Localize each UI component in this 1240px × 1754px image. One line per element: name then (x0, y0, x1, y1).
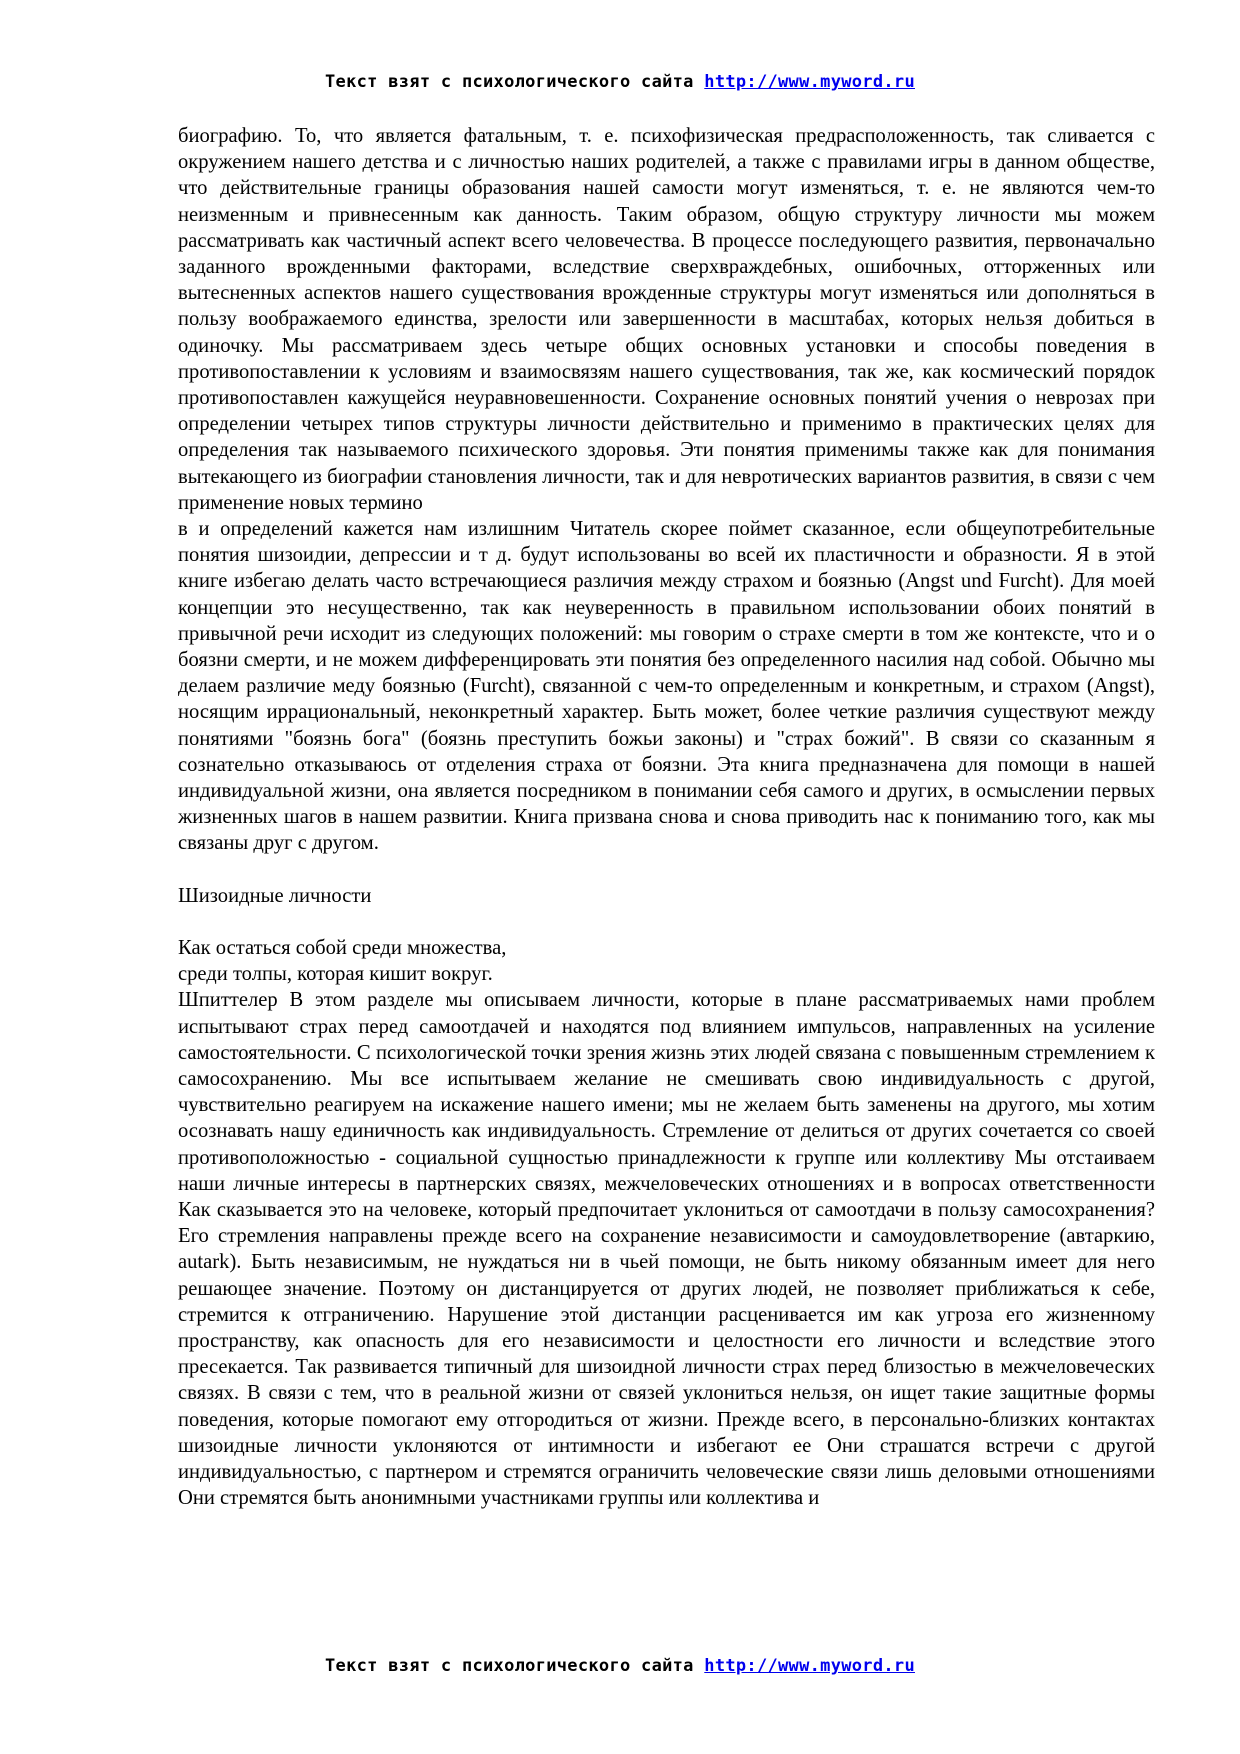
paragraph-spacer (178, 909, 1155, 935)
epigraph-line-1: Как остаться собой среди множества, (178, 936, 507, 959)
header-text: Текст взят с психологического сайта (325, 72, 694, 92)
footer-text: Текст взят с психологического сайта (325, 1656, 694, 1676)
paragraph-spacer (178, 857, 1155, 883)
paragraph-2: в и определений кажется нам излишним Читатель скорее поймет сказанное, если общеупотребительные понятия шизоидии, депрессии и т д. будут использованы во всей их пластичности и образности. Я в этой книге избегаю делать часто встречающиеся различия между страхом и боязнью (Angst und Furcht). Для моей концепции это несущественно, так как неуверенность в правильном использовании обоих понятий в привычной речи исходит из следующих положений: мы говорим о страхе смерти в том же контексте, что и о боязни смерти, и не можем дифференцировать эти понятия без определенного насилия над собой. Обычно мы делаем различие меду боязнью (Furcht), связанной с чем-то определенным и конкретным, и страхом (Angst), носящим иррациональный, неконкретный характер. Быть может, более четкие различия существуют между понятиями "боязнь бога" (боязнь преступить божьи законы) и "страх божий". В связи со сказанным я сознательно отказываюсь от отделения страха от боязни. Эта книга предназначена для помощи в нашей индивидуальной жизни, она является посредником в понимании себя самого и других, в осмыслении первых жизненных шагов в нашем развитии. Книга призвана снова и снова приводить нас к пониманию того, как мы связаны друг с другом. (178, 518, 1155, 855)
page-header (0, 72, 1240, 92)
page-footer (0, 1656, 1240, 1676)
paragraph-3: Шпиттелер В этом разделе мы описываем личности, которые в плане рассматриваемых нами проблем испытывают страх перед самоотдачей и находятся под влиянием импульсов, направленных на усиление самостоятельности. С психологической точки зрения жизнь этих людей связана с повышенным стремлением к самосохранению. Мы все испытываем желание не смешивать свою индивидуальность с другой, чувствительно реагируем на искажение нашего имени; мы не желаем быть заменены на другого, мы хотим осознавать нашу единичность как индивидуальность. Стремление от делиться от других сочетается со своей противоположностью - социальной сущностью принадлежности к группе или коллективу Мы отстаиваем наши личные интересы в партнерских связях, межчеловеческих отношениях и в вопросах ответственности Как сказывается это на человеке, который предпочитает уклониться от самоотдачи в пользу самосохранения? Его стремления направлены прежде всего на сохранение независимости и самоудовлетворение (автаркию, autark). Быть независимым, не нуждаться ни в чьей помощи, не быть никому обязанным имеет для него решающее значение. Поэтому он дистанцируется от других людей, не позволяет приближаться к себе, стремится к отграничению. Нарушение этой дистанции расценивается им как угроза его жизненному пространству, как опасность для его независимости и целостности его личности и вследствие этого пресекается. Так развивается типичный для шизоидной личности страх перед близостью в межчеловеческих связях. В связи с тем, что в реальной жизни от связей уклониться нельзя, он ищет такие защитные формы поведения, которые помогают ему отгородиться от жизни. Прежде всего, в персонально-близких контактах шизоидные личности уклоняются от интимности и избегают ее Они страшатся встречи с другой индивидуальностью, с партнером и стремятся ограничить человеческие связи лишь деловыми отношениями Они стремятся быть анонимными участниками группы или коллектива и (178, 989, 1155, 1510)
footer-link[interactable]: http://www.myword.ru (704, 1656, 915, 1676)
epigraph-line-2: среди толпы, которая кишит вокруг. (178, 963, 493, 986)
paragraph-1: биографию. То, что является фатальным, т. е. психофизическая предрасположенность, так сливается с окружением нашего детства и с личностью наших родителей, а также с правилами игры в данном обществе, что действительные границы образования нашей самости могут изменяться, т. е. не являются чем-то неизменным и привнесенным как данность. Таким образом, общую структуру личности мы можем рассматривать как частичный аспект всего человечества. В процессе последующего развития, первоначально заданного врожденными факторами, вследствие сверхвраждебных, ошибочных, отторженных или вытесненных аспектов нашего существования врожденные структуры могут изменяться или дополняться в пользу воображаемого единства, зрелости или завершенности в масштабах, которых нельзя добиться в одиночку. Мы рассматриваем здесь четыре общих основных установки и способы поведения в противопоставлении к условиям и взаимосвязям нашего существования, так же, как космический порядок противопоставлен кажущейся неуравновешенности. Сохранение основных понятий учения о неврозах при определении четырех типов структуры личности действительно и применимо в практических целях для определения так называемого психического здоровья. Эти понятия применимы также как для понимания вытекающего из биографии становления личности, так и для невротических вариантов развития, в связи с чем применение новых термино (178, 125, 1155, 514)
header-link[interactable]: http://www.myword.ru (704, 72, 915, 92)
section-heading: Шизоидные личности (178, 884, 372, 907)
document-body (178, 123, 1155, 1511)
